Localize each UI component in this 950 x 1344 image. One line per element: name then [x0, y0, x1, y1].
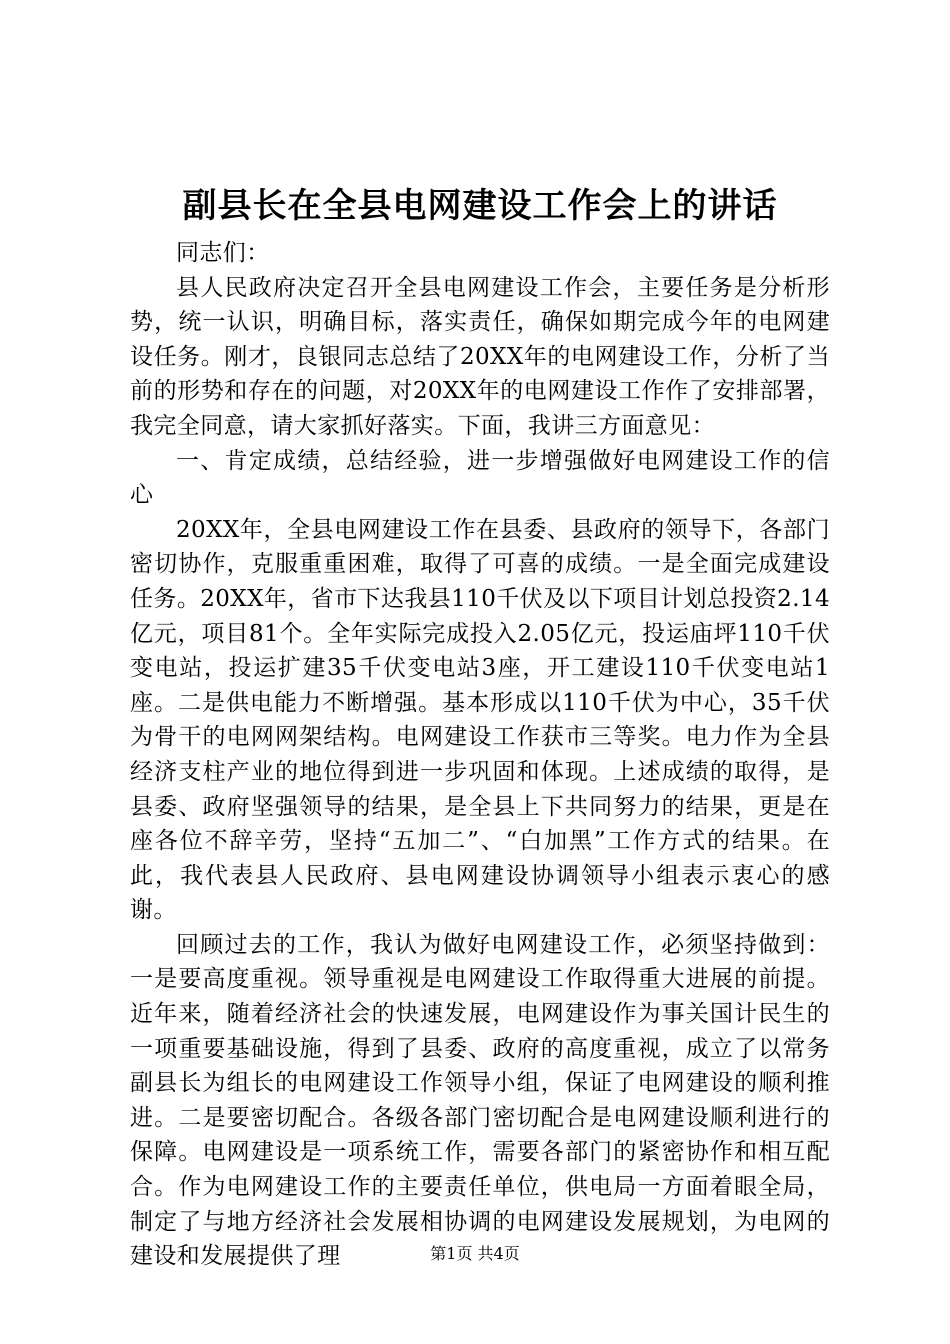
document-title: 副县长在全县电网建设工作会上的讲话	[182, 186, 778, 226]
body-paragraph: 20XX年，全县电网建设工作在县委、县政府的领导下，各部门密切协作，克服重重困难，取得了可喜的成绩。一是全面完成建设任务。20XX年，省市下达我县110千伏及以下项目计划总投资2.14亿元，项目81个。全年实际完成投入2.05亿元，投运庙坪110千伏变电站，投运扩建35千伏变电站3座，开工建设110千伏变电站1座。二是供电能力不断增强。基本形成以110千伏为中心，35千伏为骨干的电网网架结构。电网建设工作获市三等奖。电力作为全县经济支柱产业的地位得到进一步巩固和体现。上述成绩的取得，是县委、政府坚强领导的结果，是全县上下共同努力的结果，更是在座各位不辞辛劳，坚持“五加二”、“白加黑”工作方式的结果。在此，我代表县人民政府、县电网建设协调领导小组表示衷心的感谢。	[130, 516, 830, 924]
document-body	[130, 236, 830, 1274]
body-paragraph: 回顾过去的工作，我认为做好电网建设工作，必须坚持做到：一是要高度重视。领导重视是电网建设工作取得重大进展的前提。近年来，随着经济社会的快速发展，电网建设作为事关国计民生的一项重要基础设施，得到了县委、政府的高度重视，成立了以常务副县长为组长的电网建设工作领导小组，保证了电网建设的顺利推进。二是要密切配合。各级各部门密切配合是电网建设顺利进行的保障。电网建设是一项系统工作，需要各部门的紧密协作和相互配合。作为电网建设工作的主要责任单位，供电局一方面着眼全局，制定了与地方经济社会发展相协调的电网建设发展规划，为电网的建设和发展提供了理	[130, 931, 830, 1270]
salutation-paragraph: 同志们：	[176, 240, 270, 266]
body-paragraph: 县人民政府决定召开全县电网建设工作会，主要任务是分析形势，统一认识，明确目标，落实责任，确保如期完成今年的电网建设任务。刚才，良银同志总结了20XX年的电网建设工作，分析了当前的形势和存在的问题，对20XX年的电网建设工作作了安排部署，我完全同意，请大家抓好落实。下面，我讲三方面意见：	[130, 274, 830, 439]
section-heading: 一、肯定成绩，总结经验，进一步增强做好电网建设工作的信心	[130, 447, 830, 509]
page-number-footer: 第1页 共4页	[430, 1244, 520, 1263]
